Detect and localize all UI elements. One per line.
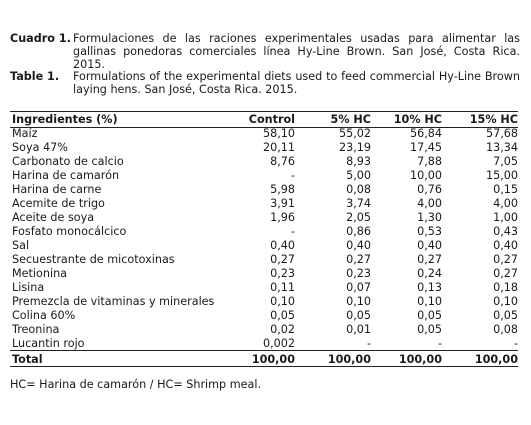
- ingredient-name: Premezcla de vitaminas y minerales: [12, 295, 215, 308]
- total-15hc: 100,00: [474, 353, 518, 366]
- value-5hc: 0,01: [346, 323, 371, 336]
- value-control: 0,10: [270, 295, 295, 308]
- total-10hc: 100,00: [398, 353, 442, 366]
- value-10hc: 0,05: [417, 309, 442, 322]
- column-header-ingredients: Ingredientes (%): [12, 113, 118, 126]
- value-control: 5,98: [270, 183, 295, 196]
- value-15hc: 0,43: [493, 225, 518, 238]
- value-15hc: 1,00: [493, 211, 518, 224]
- value-5hc: -: [366, 337, 371, 350]
- value-10hc: 0,10: [417, 295, 442, 308]
- value-15hc: 15,00: [485, 169, 518, 182]
- caption-english-text: Formulations of the experimental diets used to feed commercial Hy-Line Brown laying hens. San José, Costa Rica. 2015.: [73, 70, 520, 96]
- value-control: 0,02: [270, 323, 295, 336]
- value-15hc: 13,34: [485, 141, 518, 154]
- caption-spanish-label: Cuadro 1.: [10, 32, 71, 45]
- ingredient-name: Aceite de soya: [12, 211, 95, 224]
- table-row: [10, 323, 518, 337]
- value-15hc: 0,27: [493, 253, 518, 266]
- ingredient-name: Metionina: [12, 267, 68, 280]
- value-5hc: 0,05: [346, 309, 371, 322]
- ingredient-name: Lucantin rojo: [12, 337, 85, 350]
- value-10hc: 10,00: [409, 169, 442, 182]
- value-5hc: 5,00: [346, 169, 371, 182]
- table-row: [10, 253, 518, 267]
- formulation-table: [10, 112, 518, 368]
- table-row: [10, 337, 518, 351]
- value-10hc: 4,00: [417, 197, 442, 210]
- value-5hc: 2,05: [346, 211, 371, 224]
- value-control: 0,11: [270, 281, 295, 294]
- table-row: [10, 197, 518, 211]
- table-row: [10, 225, 518, 239]
- table-row: [10, 309, 518, 323]
- ingredient-name: Soya 47%: [12, 141, 68, 154]
- value-control: 58,10: [262, 127, 295, 140]
- table-row: [10, 295, 518, 309]
- value-5hc: 23,19: [338, 141, 371, 154]
- value-5hc: 0,08: [346, 183, 371, 196]
- table-total-row: [10, 351, 518, 368]
- value-5hc: 0,40: [346, 239, 371, 252]
- table-row: [10, 267, 518, 281]
- caption-spanish-text: Formulaciones de las raciones experimentales usadas para alimentar las gallinas ponedoras comerciales línea Hy-Line Brown. San José, Costa Rica. 2015.: [73, 32, 520, 71]
- value-control: 20,11: [262, 141, 295, 154]
- table-row: [10, 281, 518, 295]
- ingredient-name: Acemite de trigo: [12, 197, 105, 210]
- value-15hc: 0,18: [493, 281, 518, 294]
- value-15hc: 0,08: [493, 323, 518, 336]
- ingredient-name: Carbonato de calcio: [12, 155, 124, 168]
- value-control: 0,002: [262, 337, 295, 350]
- value-control: 8,76: [270, 155, 295, 168]
- column-header-15hc: 15% HC: [469, 113, 518, 126]
- value-15hc: 7,05: [493, 155, 518, 168]
- ingredient-name: Fosfato monocálcico: [12, 225, 127, 238]
- value-10hc: 0,40: [417, 239, 442, 252]
- value-10hc: 0,27: [417, 253, 442, 266]
- ingredient-name: Lisina: [12, 281, 45, 294]
- value-15hc: 0,40: [493, 239, 518, 252]
- value-15hc: 0,27: [493, 267, 518, 280]
- value-15hc: 57,68: [485, 127, 518, 140]
- value-control: 1,96: [270, 211, 295, 224]
- value-15hc: -: [513, 337, 518, 350]
- ingredient-name: Maíz: [12, 127, 38, 140]
- table-row: [10, 155, 518, 169]
- table-row: [10, 141, 518, 155]
- table-row: [10, 239, 518, 253]
- table-row: [10, 183, 518, 197]
- value-10hc: 0,24: [417, 267, 442, 280]
- value-control: 0,40: [270, 239, 295, 252]
- value-5hc: 3,74: [346, 197, 371, 210]
- value-10hc: -: [437, 337, 442, 350]
- table-row: [10, 169, 518, 183]
- ingredient-name: Harina de carne: [12, 183, 102, 196]
- ingredient-name: Colina 60%: [12, 309, 76, 322]
- value-15hc: 0,15: [493, 183, 518, 196]
- value-5hc: 55,02: [338, 127, 371, 140]
- value-15hc: 0,10: [493, 295, 518, 308]
- column-header-10hc: 10% HC: [393, 113, 442, 126]
- caption-english-label: Table 1.: [10, 70, 60, 83]
- value-control: -: [290, 225, 295, 238]
- value-10hc: 0,76: [417, 183, 442, 196]
- caption-english: [10, 70, 520, 96]
- table-row: [10, 211, 518, 225]
- value-5hc: 0,10: [346, 295, 371, 308]
- value-10hc: 1,30: [417, 211, 442, 224]
- caption-spanish: [10, 32, 520, 71]
- ingredient-name: Sal: [12, 239, 30, 252]
- value-5hc: 0,07: [346, 281, 371, 294]
- value-10hc: 7,88: [417, 155, 442, 168]
- value-10hc: 56,84: [409, 127, 442, 140]
- value-5hc: 8,93: [346, 155, 371, 168]
- value-10hc: 0,05: [417, 323, 442, 336]
- value-control: -: [290, 169, 295, 182]
- table-header-row: [10, 112, 518, 127]
- value-5hc: 0,27: [346, 253, 371, 266]
- total-5hc: 100,00: [327, 353, 371, 366]
- value-control: 0,23: [270, 267, 295, 280]
- value-control: 0,05: [270, 309, 295, 322]
- value-5hc: 0,23: [346, 267, 371, 280]
- column-header-control: Control: [248, 113, 295, 126]
- total-label: Total: [12, 353, 43, 366]
- value-10hc: 0,53: [417, 225, 442, 238]
- table-row: [10, 127, 518, 141]
- value-10hc: 17,45: [409, 141, 442, 154]
- value-5hc: 0,86: [346, 225, 371, 238]
- value-15hc: 0,05: [493, 309, 518, 322]
- table-footnote: HC= Harina de camarón / HC= Shrimp meal.: [10, 378, 262, 391]
- total-control: 100,00: [251, 353, 295, 366]
- ingredient-name: Treonina: [12, 323, 60, 336]
- value-control: 3,91: [270, 197, 295, 210]
- table-body: [10, 127, 518, 351]
- value-control: 0,27: [270, 253, 295, 266]
- value-10hc: 0,13: [417, 281, 442, 294]
- value-15hc: 4,00: [493, 197, 518, 210]
- ingredient-name: Harina de camarón: [12, 169, 120, 182]
- ingredient-name: Secuestrante de micotoxinas: [12, 253, 175, 266]
- column-header-5hc: 5% HC: [330, 113, 371, 126]
